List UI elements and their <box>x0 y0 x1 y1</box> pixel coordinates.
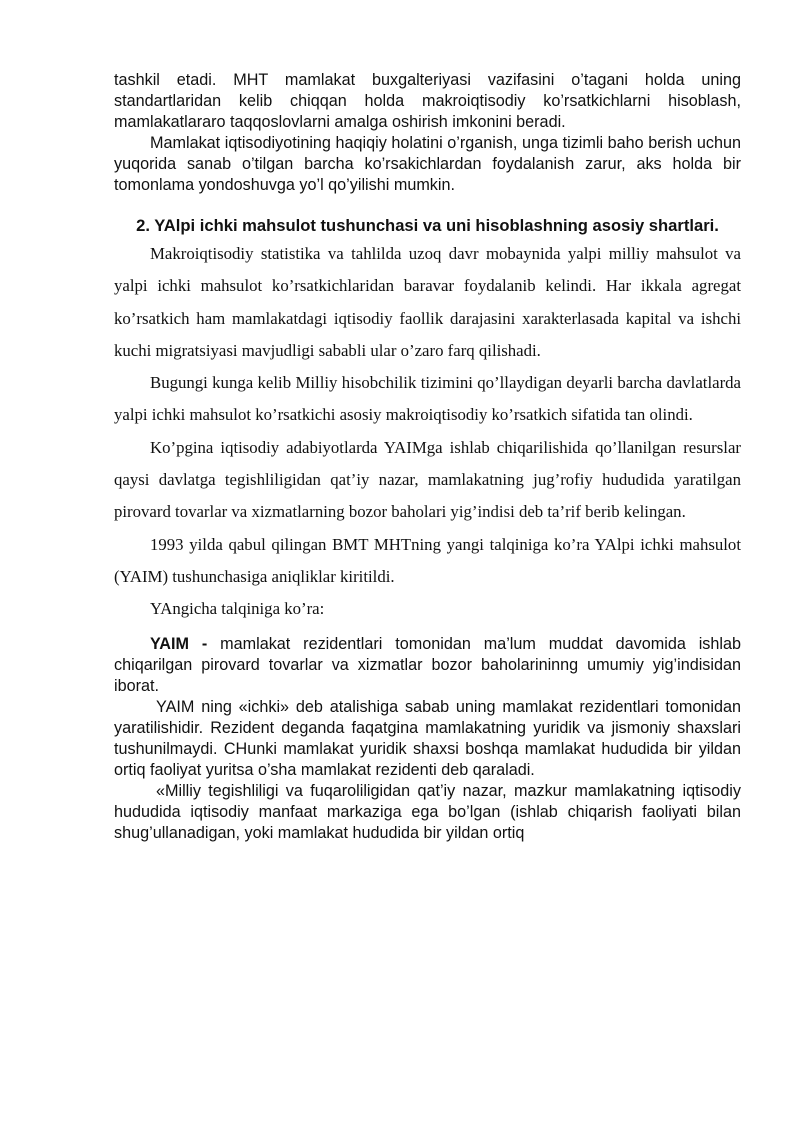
body-paragraph-5: YAngicha talqiniga ko’ra: <box>150 599 325 619</box>
page-content <box>114 70 741 844</box>
intro-paragraph-2: Mamlakat iqtisodiyotining haqiqiy holatini o’rganish, unga tizimli baho berish uchun yuqorida sanab o’tilgan barcha ko’rsakichlardan foydalanish zarur, aks holda bir tomonlama yondoshuvga yo’l qo’yilishi mumkin. <box>114 134 741 194</box>
definition-paragraph <box>114 634 741 697</box>
definition-text: mamlakat rezidentlari tomonidan ma’lum muddat davomida ishlab chiqarilgan pirovard tovarlar va xizmatlar bozor baholarininng umumiy yig’indisidan iborat. <box>114 634 741 695</box>
intro-paragraph-1: tashkil etadi. MHT mamlakat buxgalteriyasi vazifasini o’tagani holda uning standartlaridan kelib chiqqan holda makroiqtisodiy ko’rsatkichlarni hisoblash, mamlakatlararo taqqoslovlarni amalga oshirish imkonini beradi. <box>114 71 741 131</box>
body-paragraph-4: 1993 yilda qabul qilingan BMT MHTning yangi talqiniga ko’ra YAlpi ichki mahsulot (YAIM) tushunchasiga aniqliklar kiritildi. <box>114 534 741 586</box>
body-paragraph-2: Bugungi kunga kelib Milliy hisobchilik tizimini qo’llaydigan deyarli barcha davlatlarda yalpi ichki mahsulot ko’rsatkichi asosiy makroiqtisodiy ko’rsatkich sifatida tan olindi. <box>114 373 741 425</box>
body-paragraph-3: Ko’pgina iqtisodiy adabiyotlarda YAIMga ishlab chiqarilishida qo’llanilgan resurslar qaysi davlatga tegishliligidan qat’iy nazar, mamlakatning jug’rofiy hududida yaratilgan pirovard tovarlar va xizmatlarning bozor baholari yig’indisi deb ta’rif berib kelingan. <box>114 437 741 522</box>
section-heading: 2. YAlpi ichki mahsulot tushunchasi va uni hisoblashning asosiy shartlari. <box>136 216 719 235</box>
definition-term: YAIM - <box>150 634 221 653</box>
body-paragraph-1: Makroiqtisodiy statistika va tahlilda uzoq davr mobaynida yalpi milliy mahsulot va yalpi ichki mahsulot ko’rsatkichlaridan baravar foydalanib kelindi. Har ikkala agregat ko’rsatkich ham mamlakatdagi iqtisodiy faollik darajasini xarakterlasada kapital va ishchi kuchi migratsiyasi mavjudligi sababli ular o’zaro farq qilishadi. <box>114 244 741 360</box>
closing-paragraph-2: «Milliy tegishliligi va fuqaroliligidan qat’iy nazar, mazkur mamlakatning iqtisodiy hududida iqtisodiy manfaat markaziga ega bo’lgan (ishlab chiqarish faoliyati bilan shug’ullanadigan, yoki mamlakat hududida bir yildan ortiq <box>114 781 741 842</box>
closing-paragraph-1: YAIM ning «ichki» deb atalishiga sabab uning mamlakat rezidentlari tomonidan yaratilishidir. Rezident deganda faqatgina mamlakatning yuridik va jismoniy shaxslari tushunilmaydi. CHunki mamlakat yuridik shaxsi boshqa mamlakat hududida bir yildan ortiq faoliyat yuritsa o’sha mamlakat rezidenti deb qaraladi. <box>114 697 741 779</box>
